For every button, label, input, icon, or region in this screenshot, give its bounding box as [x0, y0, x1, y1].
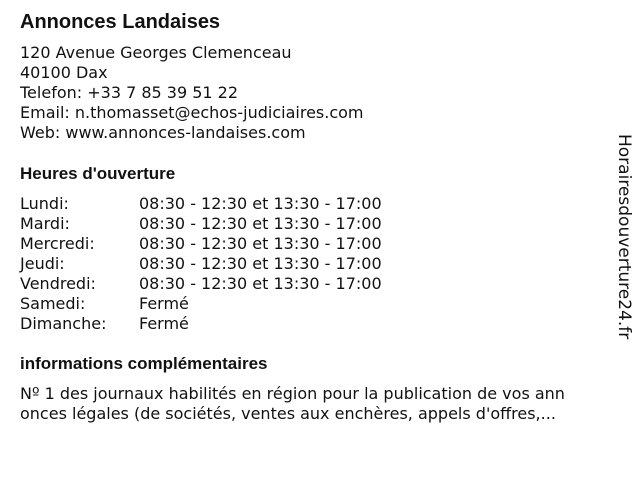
day-hours: 08:30 - 12:30 et 13:30 - 17:00 [139, 234, 382, 253]
day-hours: 08:30 - 12:30 et 13:30 - 17:00 [139, 214, 382, 233]
hours-row [20, 294, 440, 314]
day-label: Samedi: [20, 294, 86, 313]
day-hours: 08:30 - 12:30 et 13:30 - 17:00 [139, 254, 382, 273]
hours-row [20, 274, 440, 294]
business-name: Annonces Landaises [20, 11, 221, 33]
info-line: Nº 1 des journaux habilités en région pour la publication de vos ann [20, 384, 565, 403]
address-city: 40100 Dax [20, 63, 108, 82]
hours-row [20, 194, 440, 214]
day-label: Lundi: [20, 194, 69, 213]
email-line: Email: n.thomasset@echos-judiciaires.com [20, 103, 364, 122]
address-street: 120 Avenue Georges Clemenceau [20, 43, 292, 62]
additional-info-text [20, 384, 610, 424]
info-line: onces légales (de sociétés, ventes aux enchères, appels d'offres,... [20, 404, 556, 423]
opening-hours-heading: Heures d'ouverture [20, 164, 176, 183]
day-label: Vendredi: [20, 274, 96, 293]
day-label: Mardi: [20, 214, 70, 233]
day-hours: Fermé [139, 314, 189, 333]
day-label: Mercredi: [20, 234, 95, 253]
day-hours: 08:30 - 12:30 et 13:30 - 17:00 [139, 194, 382, 213]
day-label: Jeudi: [20, 254, 65, 273]
hours-row [20, 314, 440, 334]
opening-hours-table [20, 194, 440, 334]
hours-row [20, 254, 440, 274]
contact-details [20, 43, 364, 143]
day-label: Dimanche: [20, 314, 107, 333]
watermark-text: Horairesdouverture24.fr [614, 134, 634, 340]
phone-line: Telefon: +33 7 85 39 51 22 [20, 83, 239, 102]
site-watermark [614, 134, 634, 344]
day-hours: 08:30 - 12:30 et 13:30 - 17:00 [139, 274, 382, 293]
hours-row [20, 214, 440, 234]
additional-info-heading: informations complémentaires [20, 354, 268, 373]
hours-row [20, 234, 440, 254]
web-line: Web: www.annonces-landaises.com [20, 123, 306, 142]
day-hours: Fermé [139, 294, 189, 313]
